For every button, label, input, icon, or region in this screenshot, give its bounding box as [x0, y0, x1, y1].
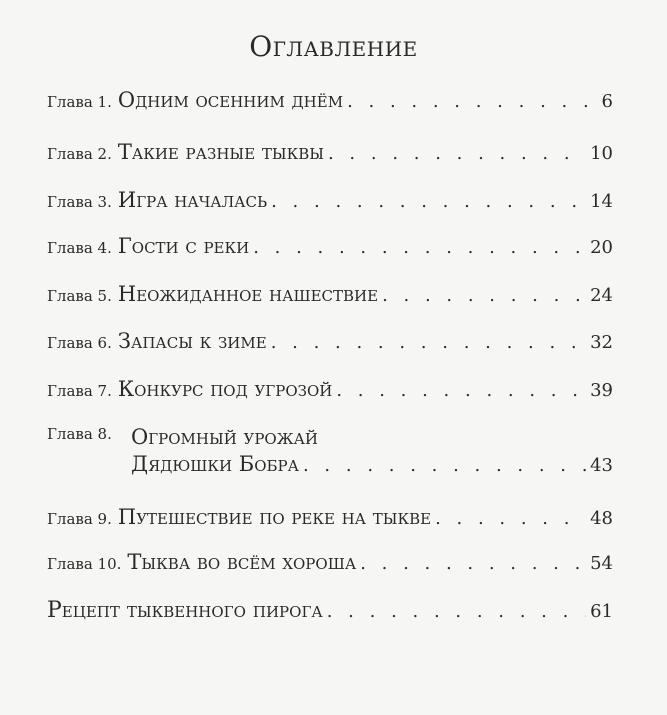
toc-entry[interactable] — [47, 88, 613, 112]
toc-entry[interactable] — [47, 188, 613, 212]
entry-title: Неожиданное нашествие — [117, 282, 379, 306]
page-number: 54 — [590, 553, 613, 574]
toc-entry[interactable] — [47, 234, 613, 258]
toc-entry-recipe[interactable] — [47, 598, 613, 623]
page-number: 10 — [590, 143, 613, 164]
dot-leader — [327, 601, 586, 622]
entry-title: Гости с реки — [117, 234, 250, 258]
chapter-label: Глава 10. — [47, 555, 122, 573]
toc-entry[interactable] — [47, 329, 613, 353]
page-number: 43 — [590, 455, 613, 476]
toc-entry[interactable] — [47, 377, 613, 401]
page-number: 24 — [590, 285, 613, 306]
entry-title: Одним осенним днём — [117, 88, 344, 112]
page-number: 39 — [590, 380, 613, 401]
chapter-label: Глава 4. — [47, 239, 112, 257]
dot-leader — [382, 285, 586, 306]
entry-title-continued: Дядюшки Бобра — [131, 452, 299, 476]
chapter-label: Глава 8. — [47, 425, 112, 443]
entry-title: Такие разные тыквы — [117, 140, 324, 164]
page-number: 48 — [590, 508, 613, 529]
chapter-label: Глава 9. — [47, 510, 112, 528]
chapter-label: Глава 5. — [47, 287, 112, 305]
page-number: 32 — [590, 332, 613, 353]
chapter-label: Глава 7. — [47, 382, 112, 400]
page-number: 20 — [590, 237, 613, 258]
entry-title: Запасы к зиме — [117, 329, 267, 353]
dot-leader — [271, 332, 586, 353]
entry-title: Рецепт тыквенного пирога — [47, 598, 323, 623]
page-number: 61 — [590, 601, 613, 622]
chapter-label: Глава 2. — [47, 145, 112, 163]
chapter-label: Глава 6. — [47, 334, 112, 352]
entry-title: Огромный урожай — [131, 425, 319, 449]
dot-leader — [435, 508, 586, 529]
dot-leader — [336, 380, 586, 401]
page-number: 6 — [601, 91, 613, 112]
toc-entry[interactable] — [47, 282, 613, 306]
dot-leader — [347, 91, 597, 112]
entry-title: Игра началась — [117, 188, 268, 212]
dot-leader — [271, 191, 586, 212]
dot-leader — [360, 553, 586, 574]
entry-title: Путешествие по реке на тыкве — [117, 505, 432, 529]
entry-title: Тыква во всём хороша — [127, 550, 357, 574]
page-number: 14 — [590, 191, 613, 212]
dot-leader — [328, 143, 586, 164]
toc-entry[interactable] — [47, 550, 613, 574]
dot-leader — [253, 237, 586, 258]
page-title: Оглавление — [249, 30, 418, 63]
toc-entry-label-line — [47, 425, 613, 443]
toc-entry[interactable] — [47, 140, 613, 164]
toc-entry[interactable] — [47, 505, 613, 529]
chapter-label: Глава 3. — [47, 193, 112, 211]
toc-entry[interactable] — [47, 452, 613, 476]
entry-title: Конкурс под угрозой — [117, 377, 333, 401]
chapter-label: Глава 1. — [47, 93, 112, 111]
dot-leader — [303, 455, 586, 476]
